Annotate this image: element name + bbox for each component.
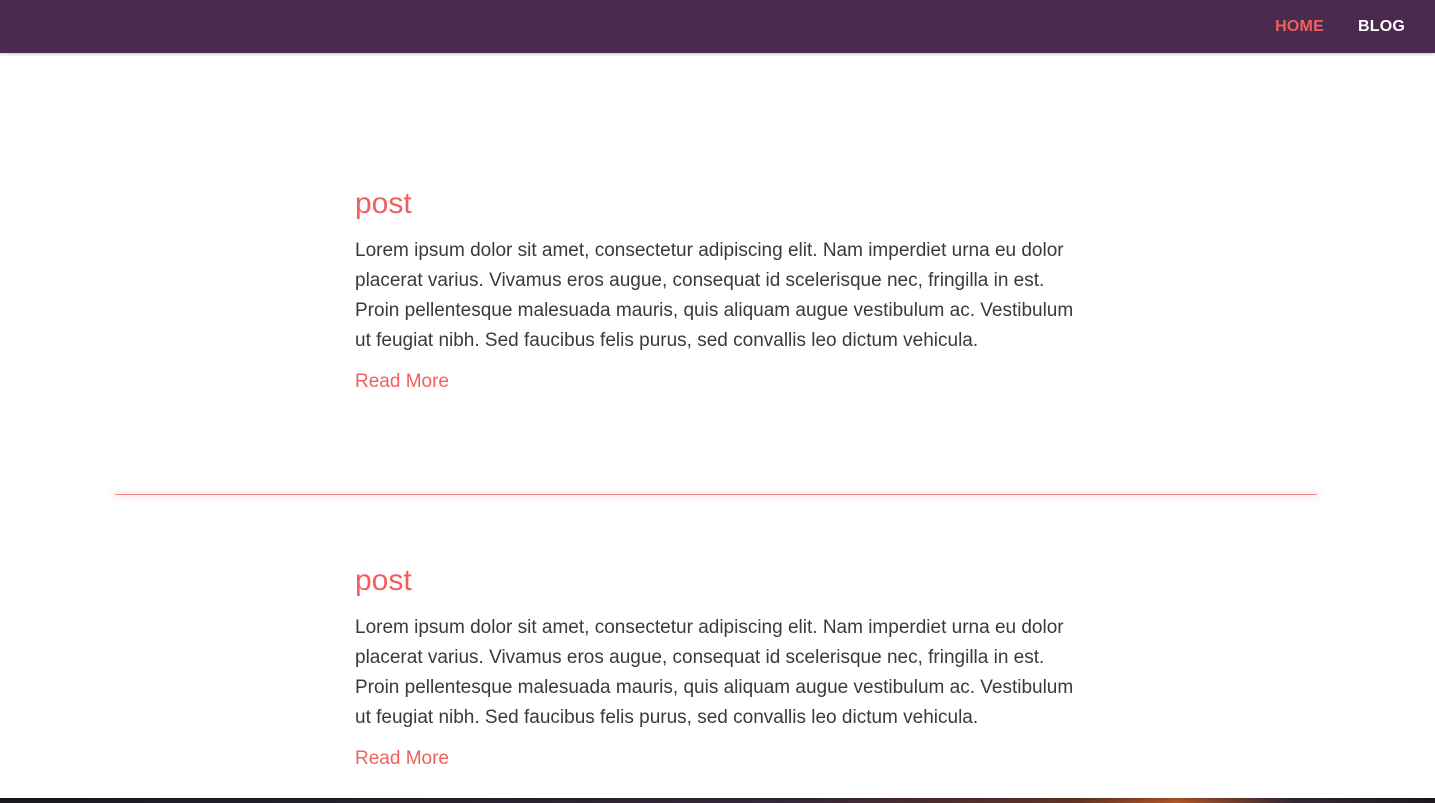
post-item [355, 184, 1085, 394]
top-navbar [0, 0, 1435, 53]
post-divider [115, 494, 1317, 495]
post-excerpt: Lorem ipsum dolor sit amet, consectetur adipiscing elit. Nam imperdiet urna eu dolor placerat varius. Vivamus eros augue, consequat id scelerisque nec, fringilla in est. Proin pellentesque malesuada mauris, quis aliquam augue vestibulum ac. Vestibulum ut feugiat nibh. Sed faucibus felis purus, sed convallis leo dictum vehicula. [355, 240, 1074, 351]
post-title[interactable]: post [355, 564, 412, 597]
read-more-link[interactable]: Read More [355, 371, 449, 392]
post-item [355, 561, 1085, 771]
nav-link-home[interactable]: HOME [1275, 17, 1324, 35]
post-excerpt: Lorem ipsum dolor sit amet, consectetur adipiscing elit. Nam imperdiet urna eu dolor placerat varius. Vivamus eros augue, consequat id scelerisque nec, fringilla in est. Proin pellentesque malesuada mauris, quis aliquam augue vestibulum ac. Vestibulum ut feugiat nibh. Sed faucibus felis purus, sed convallis leo dictum vehicula. [355, 617, 1074, 728]
read-more-link[interactable]: Read More [355, 748, 449, 769]
background-strip [0, 798, 1435, 803]
post-title[interactable]: post [355, 187, 412, 220]
nav-link-blog[interactable]: BLOG [1357, 17, 1405, 35]
nav-menu [1241, 0, 1405, 53]
